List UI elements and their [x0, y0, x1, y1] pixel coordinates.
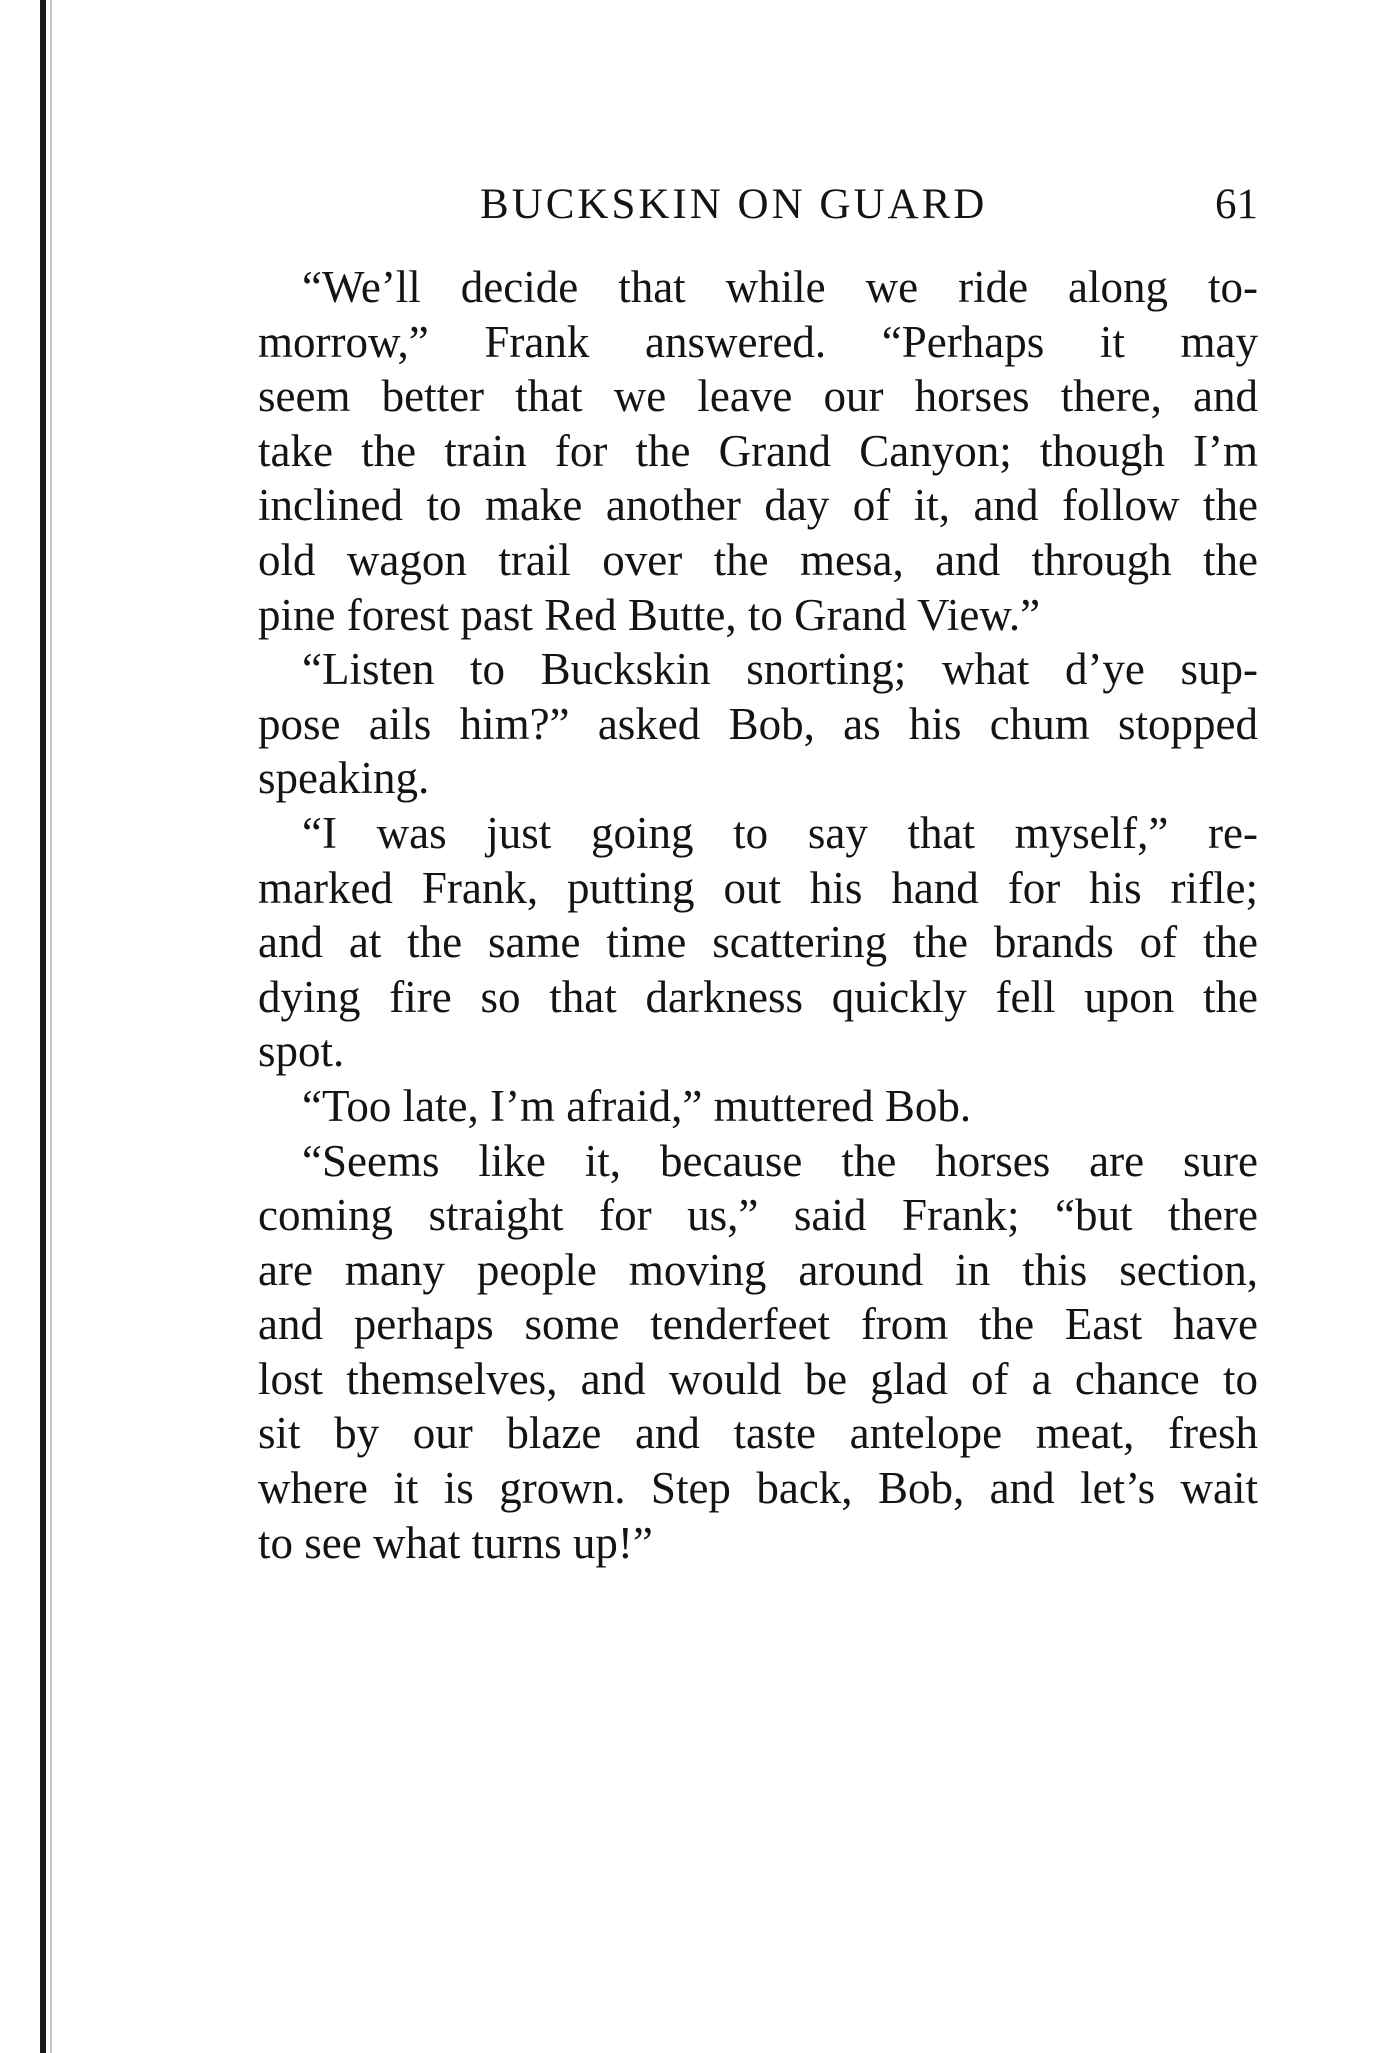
paragraph — [258, 1134, 1258, 1571]
paragraph — [258, 806, 1258, 1079]
running-head — [258, 180, 1258, 240]
text-line: and at the same time scattering the brands of the — [258, 917, 1258, 968]
text-line: and perhaps some tenderfeet from the East have — [258, 1299, 1258, 1350]
text-line: “Too late, I’m afraid,” muttered Bob. — [302, 1080, 972, 1131]
text-line: are many people moving around in this section, — [258, 1244, 1258, 1295]
text-line: seem better that we leave our horses there, and — [258, 371, 1258, 422]
text-line: speaking. — [258, 753, 430, 804]
text-line: old wagon trail over the mesa, and through the — [258, 534, 1258, 585]
text-line: “We’ll decide that while we ride along to- — [302, 262, 1258, 312]
text-line: “Seems like it, because the horses are sure — [302, 1135, 1258, 1186]
paragraph — [258, 260, 1258, 642]
text-line: sit by our blaze and taste antelope meat, fresh — [258, 1408, 1258, 1459]
text-line: inclined to make another day of it, and follow the — [258, 480, 1258, 531]
page-number: 61 — [1215, 181, 1258, 228]
text-line: coming straight for us,” said Frank; “but there — [258, 1190, 1258, 1241]
text-line: “I was just going to say that myself,” re- — [302, 807, 1258, 858]
text-line: spot. — [258, 1026, 345, 1077]
binding-edge — [40, 0, 46, 2053]
binding-edge-shadow — [50, 0, 52, 2053]
text-line: morrow,” Frank answered. “Perhaps it may — [258, 316, 1258, 367]
text-line: to see what turns up!” — [258, 1517, 653, 1568]
text-line: pine forest past Red Butte, to Grand View.” — [258, 589, 1041, 640]
text-line: lost themselves, and would be glad of a chance to — [258, 1353, 1258, 1404]
text-line: dying fire so that darkness quickly fell upon the — [258, 971, 1258, 1022]
text-line: pose ails him?” asked Bob, as his chum stopped — [258, 698, 1258, 749]
paragraph — [258, 1079, 1258, 1134]
paragraph — [258, 642, 1258, 806]
text-line: take the train for the Grand Canyon; though I’m — [258, 425, 1258, 476]
text-line: marked Frank, putting out his hand for his rifle; — [258, 862, 1258, 913]
text-line: “Listen to Buckskin snorting; what d’ye sup- — [302, 644, 1258, 695]
running-title: BUCKSKIN ON GUARD — [480, 181, 988, 228]
body-text — [258, 260, 1258, 1570]
text-line: where it is grown. Step back, Bob, and let’s wait — [258, 1463, 1258, 1514]
